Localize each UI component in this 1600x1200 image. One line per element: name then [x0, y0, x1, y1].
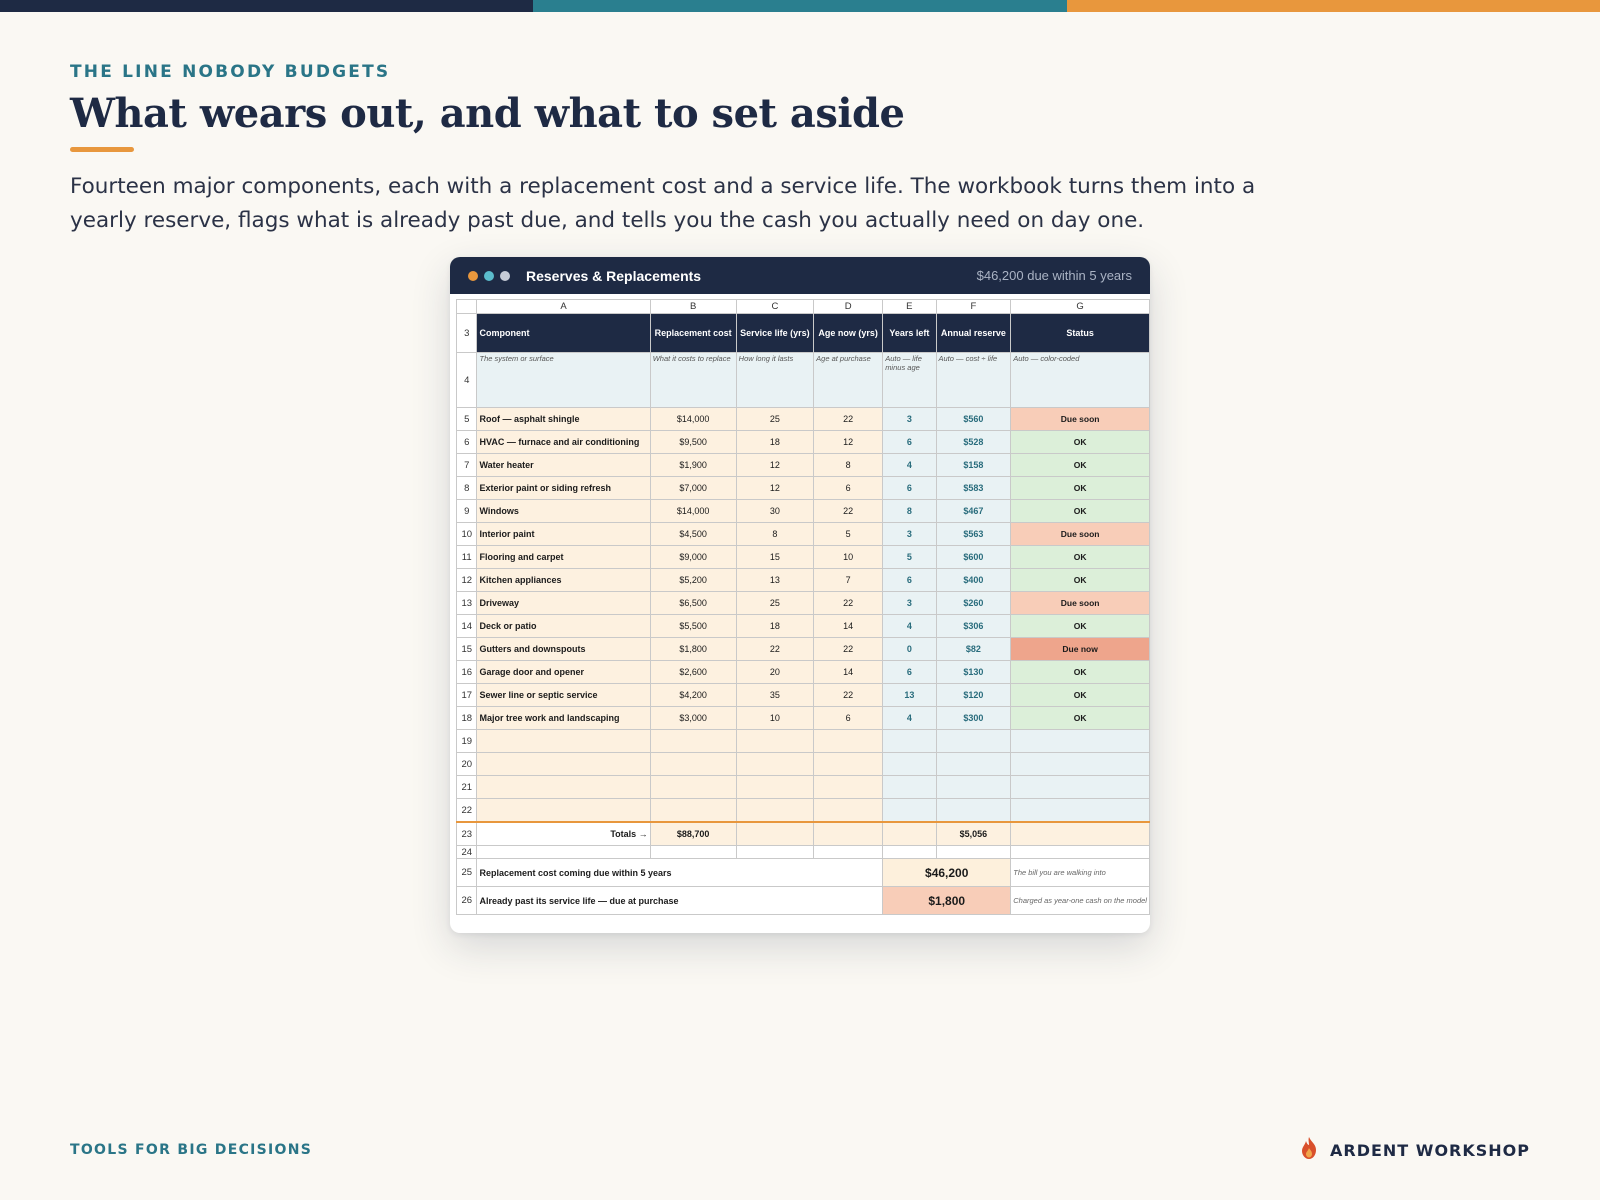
component-cell[interactable] [477, 730, 650, 753]
service-life-cell[interactable]: 20 [736, 661, 813, 684]
table-row [457, 615, 1150, 638]
annual-reserve-cell[interactable]: $130 [936, 661, 1011, 684]
window-dot-orange[interactable] [468, 271, 478, 281]
years-left-cell[interactable]: 0 [883, 638, 936, 661]
total-empty-g[interactable] [1011, 822, 1150, 846]
eyebrow: THE LINE NOBODY BUDGETS [70, 62, 391, 82]
table-row [457, 477, 1150, 500]
age-cell[interactable]: 22 [814, 638, 883, 661]
annual-reserve-cell[interactable]: $467 [936, 500, 1011, 523]
service-life-cell[interactable]: 25 [736, 592, 813, 615]
service-life-cell[interactable] [736, 730, 813, 753]
years-left-cell[interactable]: 8 [883, 500, 936, 523]
service-life-cell[interactable]: 13 [736, 569, 813, 592]
service-life-cell[interactable]: 22 [736, 638, 813, 661]
row-number[interactable]: 18 [457, 707, 477, 730]
years-left-cell[interactable]: 4 [883, 615, 936, 638]
component-cell[interactable]: Exterior paint or siding refresh [477, 477, 650, 500]
header-row [457, 314, 1150, 353]
status-cell[interactable] [1011, 730, 1150, 753]
row-number[interactable]: 12 [457, 569, 477, 592]
component-cell[interactable]: Driveway [477, 592, 650, 615]
status-cell[interactable]: OK [1011, 431, 1150, 454]
component-cell[interactable]: Kitchen appliances [477, 569, 650, 592]
age-cell[interactable]: 6 [814, 477, 883, 500]
component-cell[interactable]: HVAC — furnace and air conditioning [477, 431, 650, 454]
status-cell[interactable]: OK [1011, 684, 1150, 707]
summary-label[interactable]: Already past its service life — due at purchase [477, 887, 883, 915]
summary-row [457, 887, 1150, 915]
status-cell[interactable]: OK [1011, 454, 1150, 477]
column-header-c[interactable]: C [736, 300, 813, 314]
empty-cell[interactable] [1011, 846, 1150, 859]
row-number[interactable]: 16 [457, 661, 477, 684]
age-cell[interactable]: 6 [814, 707, 883, 730]
status-cell[interactable]: OK [1011, 615, 1150, 638]
total-annual-reserve[interactable]: $5,056 [936, 822, 1011, 846]
row-number[interactable]: 19 [457, 730, 477, 753]
years-left-cell[interactable]: 6 [883, 569, 936, 592]
note-cell[interactable]: Auto — color-coded [1011, 353, 1150, 408]
row-number[interactable]: 10 [457, 523, 477, 546]
annual-reserve-cell[interactable]: $82 [936, 638, 1011, 661]
footer-tagline: TOOLS FOR BIG DECISIONS [70, 1142, 313, 1158]
totals-row [457, 822, 1150, 846]
years-left-cell[interactable]: 6 [883, 661, 936, 684]
component-cell[interactable]: Roof — asphalt shingle [477, 408, 650, 431]
replacement-cost-cell[interactable]: $2,600 [650, 661, 736, 684]
component-cell[interactable]: Garage door and opener [477, 661, 650, 684]
status-cell[interactable]: OK [1011, 569, 1150, 592]
row-number[interactable]: 5 [457, 408, 477, 431]
total-empty-d[interactable] [814, 822, 883, 846]
annual-reserve-cell[interactable]: $260 [936, 592, 1011, 615]
years-left-cell[interactable] [883, 753, 936, 776]
years-left-cell[interactable]: 6 [883, 431, 936, 454]
table-row [457, 730, 1150, 753]
row-number[interactable]: 7 [457, 454, 477, 477]
total-empty-c[interactable] [736, 822, 813, 846]
replacement-cost-cell[interactable] [650, 730, 736, 753]
window-dot-teal[interactable] [484, 271, 494, 281]
column-header-a[interactable]: A [477, 300, 650, 314]
replacement-cost-cell[interactable]: $7,000 [650, 477, 736, 500]
table-row [457, 753, 1150, 776]
row-number[interactable]: 17 [457, 684, 477, 707]
annual-reserve-cell[interactable]: $400 [936, 569, 1011, 592]
header-cell[interactable]: Age now (yrs) [814, 314, 883, 353]
annual-reserve-cell[interactable]: $583 [936, 477, 1011, 500]
row-number[interactable]: 6 [457, 431, 477, 454]
corner-cell [457, 300, 477, 314]
column-header-e[interactable]: E [883, 300, 936, 314]
replacement-cost-cell[interactable] [650, 799, 736, 823]
note-cell[interactable]: What it costs to replace [650, 353, 736, 408]
status-cell[interactable]: OK [1011, 477, 1150, 500]
age-cell[interactable]: 22 [814, 684, 883, 707]
table-row [457, 707, 1150, 730]
age-cell[interactable]: 10 [814, 546, 883, 569]
service-life-cell[interactable]: 18 [736, 431, 813, 454]
column-header-f[interactable]: F [936, 300, 1011, 314]
summary-note[interactable]: Charged as year-one cash on the model [1011, 887, 1150, 915]
years-left-cell[interactable] [883, 776, 936, 799]
empty-cell[interactable] [736, 846, 813, 859]
window-titlebar [450, 257, 1150, 294]
service-life-cell[interactable]: 18 [736, 615, 813, 638]
years-left-cell[interactable]: 3 [883, 592, 936, 615]
empty-cell[interactable] [936, 846, 1011, 859]
age-cell[interactable]: 8 [814, 454, 883, 477]
status-cell[interactable]: OK [1011, 546, 1150, 569]
age-cell[interactable]: 22 [814, 408, 883, 431]
spreadsheet [456, 299, 1150, 915]
years-left-cell[interactable]: 5 [883, 546, 936, 569]
row-number[interactable]: 24 [457, 846, 477, 859]
table-row [457, 661, 1150, 684]
row-number[interactable]: 20 [457, 753, 477, 776]
age-cell[interactable]: 5 [814, 523, 883, 546]
brand-name: ARDENT WORKSHOP [1330, 1140, 1530, 1160]
table-row [457, 799, 1150, 823]
years-left-cell[interactable]: 3 [883, 408, 936, 431]
row-number[interactable]: 26 [457, 887, 477, 915]
header-cell[interactable]: Annual reserve [936, 314, 1011, 353]
window-dot-grey[interactable] [500, 271, 510, 281]
row-number[interactable]: 21 [457, 776, 477, 799]
row-number[interactable]: 3 [457, 314, 477, 353]
note-cell[interactable]: Auto — cost ÷ life [936, 353, 1011, 408]
column-header-d[interactable]: D [814, 300, 883, 314]
annual-reserve-cell[interactable] [936, 799, 1011, 823]
years-left-cell[interactable] [883, 730, 936, 753]
replacement-cost-cell[interactable]: $5,200 [650, 569, 736, 592]
window-title: Reserves & Replacements [526, 267, 702, 284]
flame-icon [1298, 1136, 1320, 1164]
replacement-cost-cell[interactable]: $4,200 [650, 684, 736, 707]
summary-row [457, 859, 1150, 887]
row-number[interactable]: 13 [457, 592, 477, 615]
age-cell[interactable]: 7 [814, 569, 883, 592]
service-life-cell[interactable]: 12 [736, 454, 813, 477]
note-cell[interactable]: How long it lasts [736, 353, 813, 408]
age-cell[interactable]: 12 [814, 431, 883, 454]
component-cell[interactable] [477, 776, 650, 799]
status-cell[interactable]: Due now [1011, 638, 1150, 661]
header-cell[interactable]: Replacement cost [650, 314, 736, 353]
years-left-cell[interactable]: 4 [883, 454, 936, 477]
component-cell[interactable]: Major tree work and landscaping [477, 707, 650, 730]
summary-value[interactable]: $1,800 [883, 887, 1011, 915]
table-row [457, 684, 1150, 707]
status-cell[interactable]: Due soon [1011, 592, 1150, 615]
annual-reserve-cell[interactable]: $120 [936, 684, 1011, 707]
component-cell[interactable] [477, 753, 650, 776]
annual-reserve-cell[interactable]: $528 [936, 431, 1011, 454]
service-life-cell[interactable]: 8 [736, 523, 813, 546]
row-number[interactable]: 23 [457, 822, 477, 846]
replacement-cost-cell[interactable]: $1,800 [650, 638, 736, 661]
service-life-cell[interactable]: 30 [736, 500, 813, 523]
years-left-cell[interactable]: 13 [883, 684, 936, 707]
row-number[interactable]: 25 [457, 859, 477, 887]
age-cell[interactable]: 22 [814, 592, 883, 615]
replacement-cost-cell[interactable]: $4,500 [650, 523, 736, 546]
age-cell[interactable]: 14 [814, 661, 883, 684]
service-life-cell[interactable]: 12 [736, 477, 813, 500]
age-cell[interactable] [814, 753, 883, 776]
service-life-cell[interactable]: 15 [736, 546, 813, 569]
component-cell[interactable]: Windows [477, 500, 650, 523]
replacement-cost-cell[interactable]: $9,000 [650, 546, 736, 569]
replacement-cost-cell[interactable]: $1,900 [650, 454, 736, 477]
column-header-row [457, 300, 1150, 314]
annual-reserve-cell[interactable] [936, 776, 1011, 799]
annual-reserve-cell[interactable]: $563 [936, 523, 1011, 546]
status-cell[interactable] [1011, 799, 1150, 823]
service-life-cell[interactable]: 25 [736, 408, 813, 431]
status-cell[interactable] [1011, 753, 1150, 776]
replacement-cost-cell[interactable]: $5,500 [650, 615, 736, 638]
table-row [457, 500, 1150, 523]
column-header-g[interactable]: G [1011, 300, 1150, 314]
status-cell[interactable]: Due soon [1011, 523, 1150, 546]
table-row [457, 408, 1150, 431]
age-cell[interactable] [814, 799, 883, 823]
empty-cell[interactable] [477, 846, 650, 859]
table-row [457, 638, 1150, 661]
column-header-b[interactable]: B [650, 300, 736, 314]
empty-cell[interactable] [814, 846, 883, 859]
years-left-cell[interactable] [883, 799, 936, 823]
header-cell[interactable]: Component [477, 314, 650, 353]
total-empty-e[interactable] [883, 822, 936, 846]
row-number[interactable]: 4 [457, 353, 477, 408]
annual-reserve-cell[interactable] [936, 730, 1011, 753]
table-row [457, 431, 1150, 454]
years-left-cell[interactable]: 3 [883, 523, 936, 546]
note-cell[interactable]: Auto — life minus age [883, 353, 936, 408]
title-underline [70, 147, 134, 152]
row-number[interactable]: 22 [457, 799, 477, 823]
table-row [457, 546, 1150, 569]
table-row [457, 569, 1150, 592]
annual-reserve-cell[interactable]: $158 [936, 454, 1011, 477]
empty-cell[interactable] [883, 846, 936, 859]
summary-value[interactable]: $46,200 [883, 859, 1011, 887]
table-row [457, 592, 1150, 615]
status-cell[interactable]: OK [1011, 707, 1150, 730]
row-number[interactable]: 8 [457, 477, 477, 500]
component-cell[interactable]: Interior paint [477, 523, 650, 546]
header-cell[interactable]: Years left [883, 314, 936, 353]
row-number[interactable]: 15 [457, 638, 477, 661]
annual-reserve-cell[interactable] [936, 753, 1011, 776]
annual-reserve-cell[interactable]: $306 [936, 615, 1011, 638]
replacement-cost-cell[interactable] [650, 776, 736, 799]
blank-row [457, 846, 1150, 859]
service-life-cell[interactable] [736, 799, 813, 823]
service-life-cell[interactable]: 35 [736, 684, 813, 707]
years-left-cell[interactable]: 4 [883, 707, 936, 730]
accent-orange [1067, 0, 1600, 12]
component-cell[interactable]: Sewer line or septic service [477, 684, 650, 707]
status-cell[interactable] [1011, 776, 1150, 799]
annual-reserve-cell[interactable]: $600 [936, 546, 1011, 569]
age-cell[interactable] [814, 776, 883, 799]
table-row [457, 523, 1150, 546]
total-replacement-cost[interactable]: $88,700 [650, 822, 736, 846]
header-cell[interactable]: Service life (yrs) [736, 314, 813, 353]
lede-paragraph: Fourteen major components, each with a replacement cost and a service life. The workbook turns them into a yearly reserve, flags what is already past due, and tells you the cash you actually need on day one. [70, 174, 1256, 233]
component-cell[interactable]: Flooring and carpet [477, 546, 650, 569]
row-number[interactable]: 9 [457, 500, 477, 523]
note-row [457, 353, 1150, 408]
summary-label[interactable]: Replacement cost coming due within 5 years [477, 859, 883, 887]
header-cell[interactable]: Status [1011, 314, 1150, 353]
annual-reserve-cell[interactable]: $560 [936, 408, 1011, 431]
table-row [457, 776, 1150, 799]
table-row [457, 454, 1150, 477]
accent-navy [0, 0, 533, 12]
accent-teal [533, 0, 1066, 12]
age-cell[interactable]: 14 [814, 615, 883, 638]
annual-reserve-cell[interactable]: $300 [936, 707, 1011, 730]
service-life-cell[interactable] [736, 753, 813, 776]
spreadsheet-window [450, 257, 1150, 933]
replacement-cost-cell[interactable]: $14,000 [650, 500, 736, 523]
top-accent-bar [0, 0, 1600, 12]
replacement-cost-cell[interactable]: $3,000 [650, 707, 736, 730]
summary-note[interactable]: The bill you are walking into [1011, 859, 1150, 887]
status-cell[interactable]: OK [1011, 500, 1150, 523]
service-life-cell[interactable] [736, 776, 813, 799]
spreadsheet-grid [456, 299, 1150, 915]
replacement-cost-cell[interactable]: $9,500 [650, 431, 736, 454]
empty-cell[interactable] [650, 846, 736, 859]
age-cell[interactable]: 22 [814, 500, 883, 523]
age-cell[interactable] [814, 730, 883, 753]
page-title: What wears out, and what to set aside [70, 90, 905, 137]
row-number[interactable]: 11 [457, 546, 477, 569]
component-cell[interactable]: Water heater [477, 454, 650, 477]
window-subtitle: $46,200 due within 5 years [976, 268, 1132, 283]
status-cell[interactable]: OK [1011, 661, 1150, 684]
replacement-cost-cell[interactable] [650, 753, 736, 776]
footer-brand [1298, 1136, 1530, 1164]
totals-label[interactable]: Totals → [477, 822, 650, 846]
component-cell[interactable] [477, 799, 650, 823]
note-cell[interactable]: The system or surface [477, 353, 650, 408]
replacement-cost-cell[interactable]: $6,500 [650, 592, 736, 615]
years-left-cell[interactable]: 6 [883, 477, 936, 500]
row-number[interactable]: 14 [457, 615, 477, 638]
component-cell[interactable]: Gutters and downspouts [477, 638, 650, 661]
note-cell[interactable]: Age at purchase [814, 353, 883, 408]
service-life-cell[interactable]: 10 [736, 707, 813, 730]
replacement-cost-cell[interactable]: $14,000 [650, 408, 736, 431]
component-cell[interactable]: Deck or patio [477, 615, 650, 638]
status-cell[interactable]: Due soon [1011, 408, 1150, 431]
